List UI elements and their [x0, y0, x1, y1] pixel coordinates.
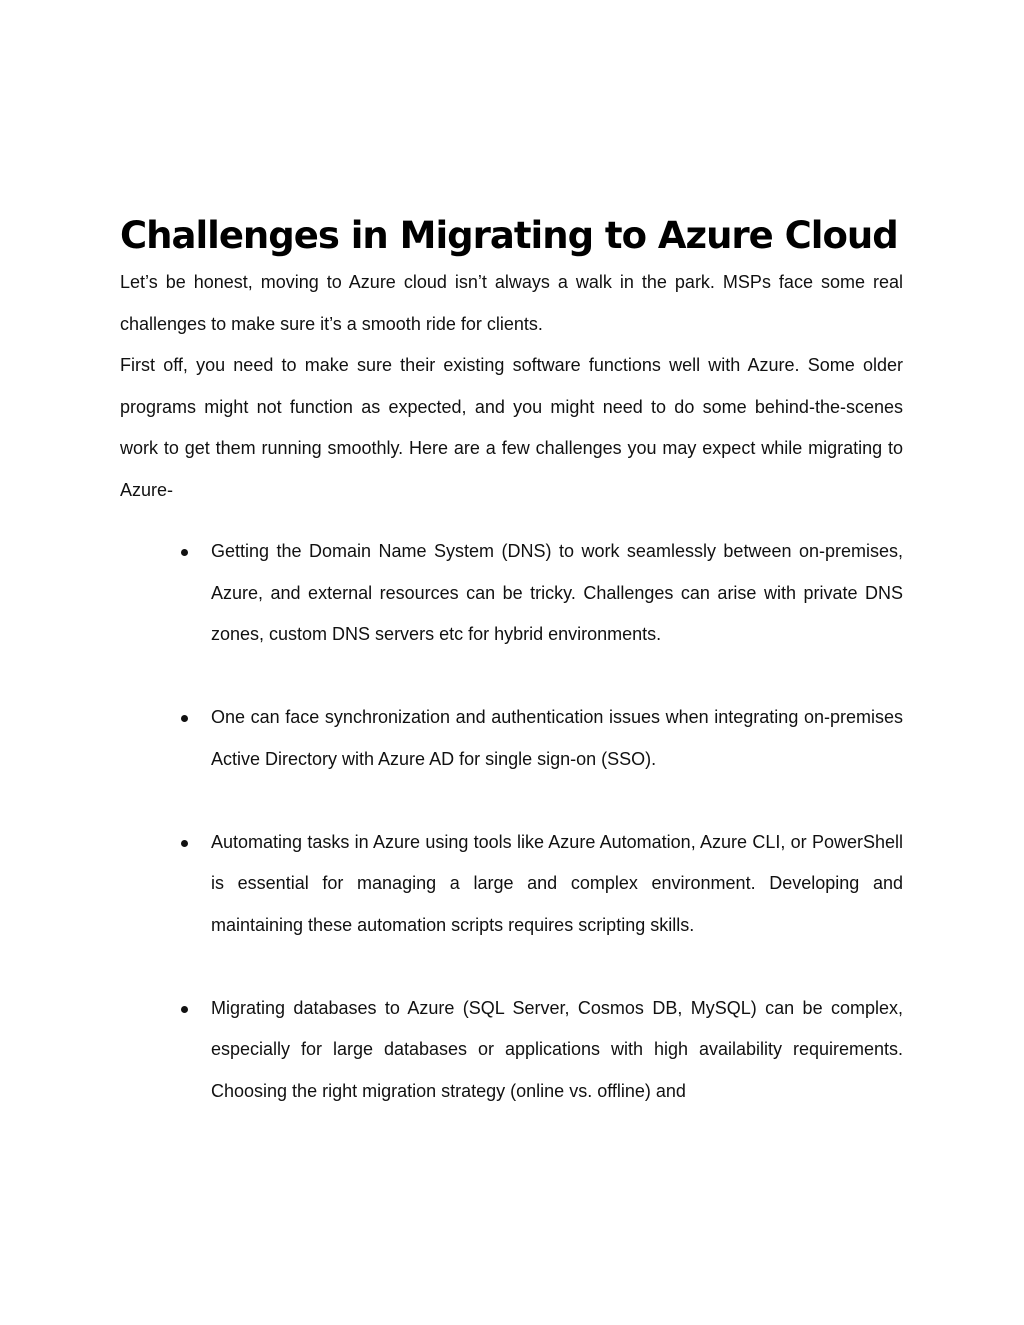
challenges-list [120, 531, 903, 1112]
list-item [120, 531, 903, 656]
bullet-icon [181, 549, 188, 556]
intro-paragraph: Let’s be honest, moving to Azure cloud isn’t always a walk in the park. MSPs face some real challenges to make sure it’s a smooth ride for clients. [120, 272, 903, 334]
bullet-icon [181, 715, 188, 722]
list-item [120, 822, 903, 947]
bullet-icon [181, 840, 188, 847]
list-item [120, 988, 903, 1113]
document-page [120, 210, 903, 1154]
page-title: Challenges in Migrating to Azure Cloud [120, 214, 898, 257]
list-item-text: Automating tasks in Azure using tools like Azure Automation, Azure CLI, or PowerShell is essential for managing a large and complex environment. Developing and maintaining these automation scripts requires scripting skills. [211, 831, 903, 935]
bullet-icon [181, 1006, 188, 1013]
list-item-text: Getting the Domain Name System (DNS) to work seamlessly between on-premises, Azure, and external resources can be tricky. Challenges can arise with private DNS zones, custom DNS servers etc for hybrid environments. [211, 541, 903, 644]
context-paragraph: First off, you need to make sure their existing software functions well with Azure. Some older programs might not function as expected, and you might need to do some behind-the-scenes work to get them running smoothly. Here are a few challenges you may expect while migrating to Azure- [120, 355, 903, 500]
list-item-text: One can face synchronization and authentication issues when integrating on-premises Active Directory with Azure AD for single sign-on (SSO). [211, 707, 903, 769]
list-item [120, 697, 903, 780]
list-item-text: Migrating databases to Azure (SQL Server, Cosmos DB, MySQL) can be complex, especially for large databases or applications with high availability requirements. Choosing the right migration strategy (online vs. offline) and [211, 997, 903, 1101]
